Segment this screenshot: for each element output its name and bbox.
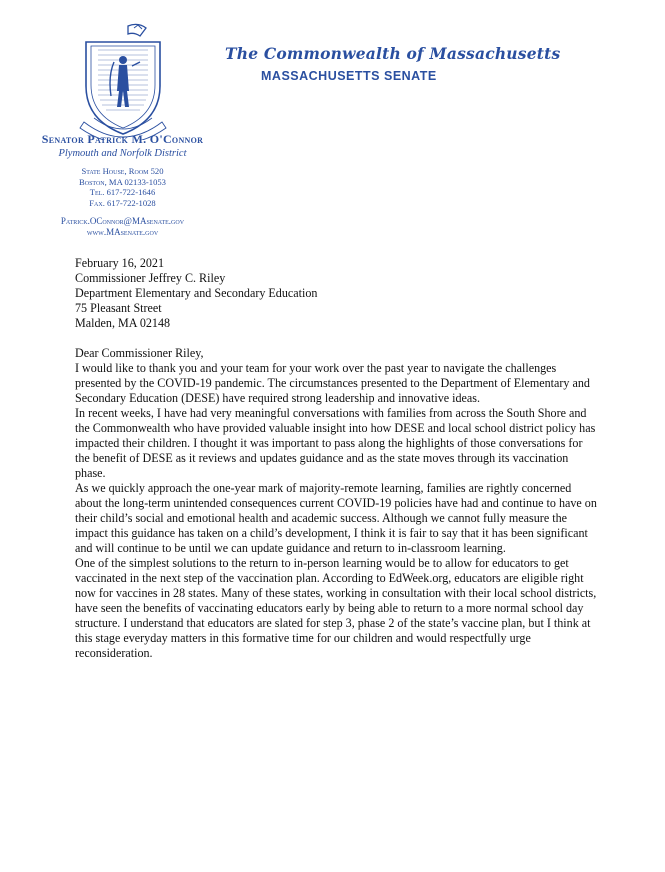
paragraph: I would like to thank you and your team for your work over the past year to navigate the challenges presented by the COVID-19 pandemic. The circumstances presented to the Department of Elementary and Secondary Education (DESE) have required strong leadership and innovative ideas. — [75, 361, 590, 405]
website-link[interactable]: www.MAsenate.gov — [86, 227, 159, 237]
recipient-address — [75, 271, 600, 331]
sender-name: Senator Patrick M. O'Connor — [41, 132, 204, 146]
paragraph: One of the simplest solutions to the return to in-person learning would be to allow for educators to get vaccinated in the next step of the vaccination plan. According to EdWeek.org, educators are eligible right now for vaccines in 28 states. Many of these states, working in consultation with their local school districts, have seen the benefits of vaccinating educators early by being able to return to a more normal school day structure. I understand that educators are slated for step 3, phase 2 of the state’s vaccine plan, but I think at this stage everyday matters in this formative time for our children and would respectfully urge reconsideration. — [75, 556, 597, 660]
phone-line: Tel. 617-722-1646 — [89, 187, 156, 197]
sender-address — [10, 166, 235, 208]
paragraph: As we quickly approach the one-year mark of majority-remote learning, families are rightly concerned about the long-term unintended consequences current COVID-19 policies have had and continue to have on their child’s social and emotional health and academic success. Although we cannot fully measure the impact this guidance has taken on a child’s development, I think it is fair to say that it has been significant and will continue to be until we can update guidance and return to in-classroom learning. — [75, 481, 597, 555]
recipient-line: Commissioner Jeffrey C. Riley — [75, 271, 226, 285]
address-line: State House, Room 520 — [81, 166, 164, 176]
address-line: Boston, MA 02133-1053 — [79, 176, 166, 187]
sender-block — [10, 132, 235, 238]
sender-contact — [10, 216, 235, 238]
email-link[interactable]: Patrick.OConnor@MAsenate.gov — [60, 216, 185, 226]
paragraph: In recent weeks, I have had very meaningful conversations with families from across the South Shore and the Commonwealth who have provided valuable insight into how DESE and local school district policy has impacted their children. I thought it was important to pass along the highlights of those conversations for the benefit of DESE as it reviews and updates guidance and as the state moves through its vaccination phase. — [75, 406, 596, 480]
recipient-line: Malden, MA 02148 — [75, 316, 171, 330]
recipient-line: Department Elementary and Secondary Education — [75, 286, 318, 300]
letter-date: February 16, 2021 — [75, 256, 165, 270]
salutation: Dear Commissioner Riley, — [75, 346, 204, 360]
state-seal — [76, 22, 170, 140]
letterhead-title — [225, 44, 560, 83]
sender-district: Plymouth and Norfolk District — [58, 148, 187, 159]
letter-body — [75, 256, 600, 661]
commonwealth-title: The Commonwealth of Massachusetts — [225, 44, 561, 63]
fax-line: Fax. 617-722-1028 — [89, 197, 156, 208]
seal-icon — [76, 22, 170, 140]
recipient-line: 75 Pleasant Street — [75, 301, 162, 315]
senate-title: MASSACHUSETTS SENATE — [261, 69, 437, 83]
